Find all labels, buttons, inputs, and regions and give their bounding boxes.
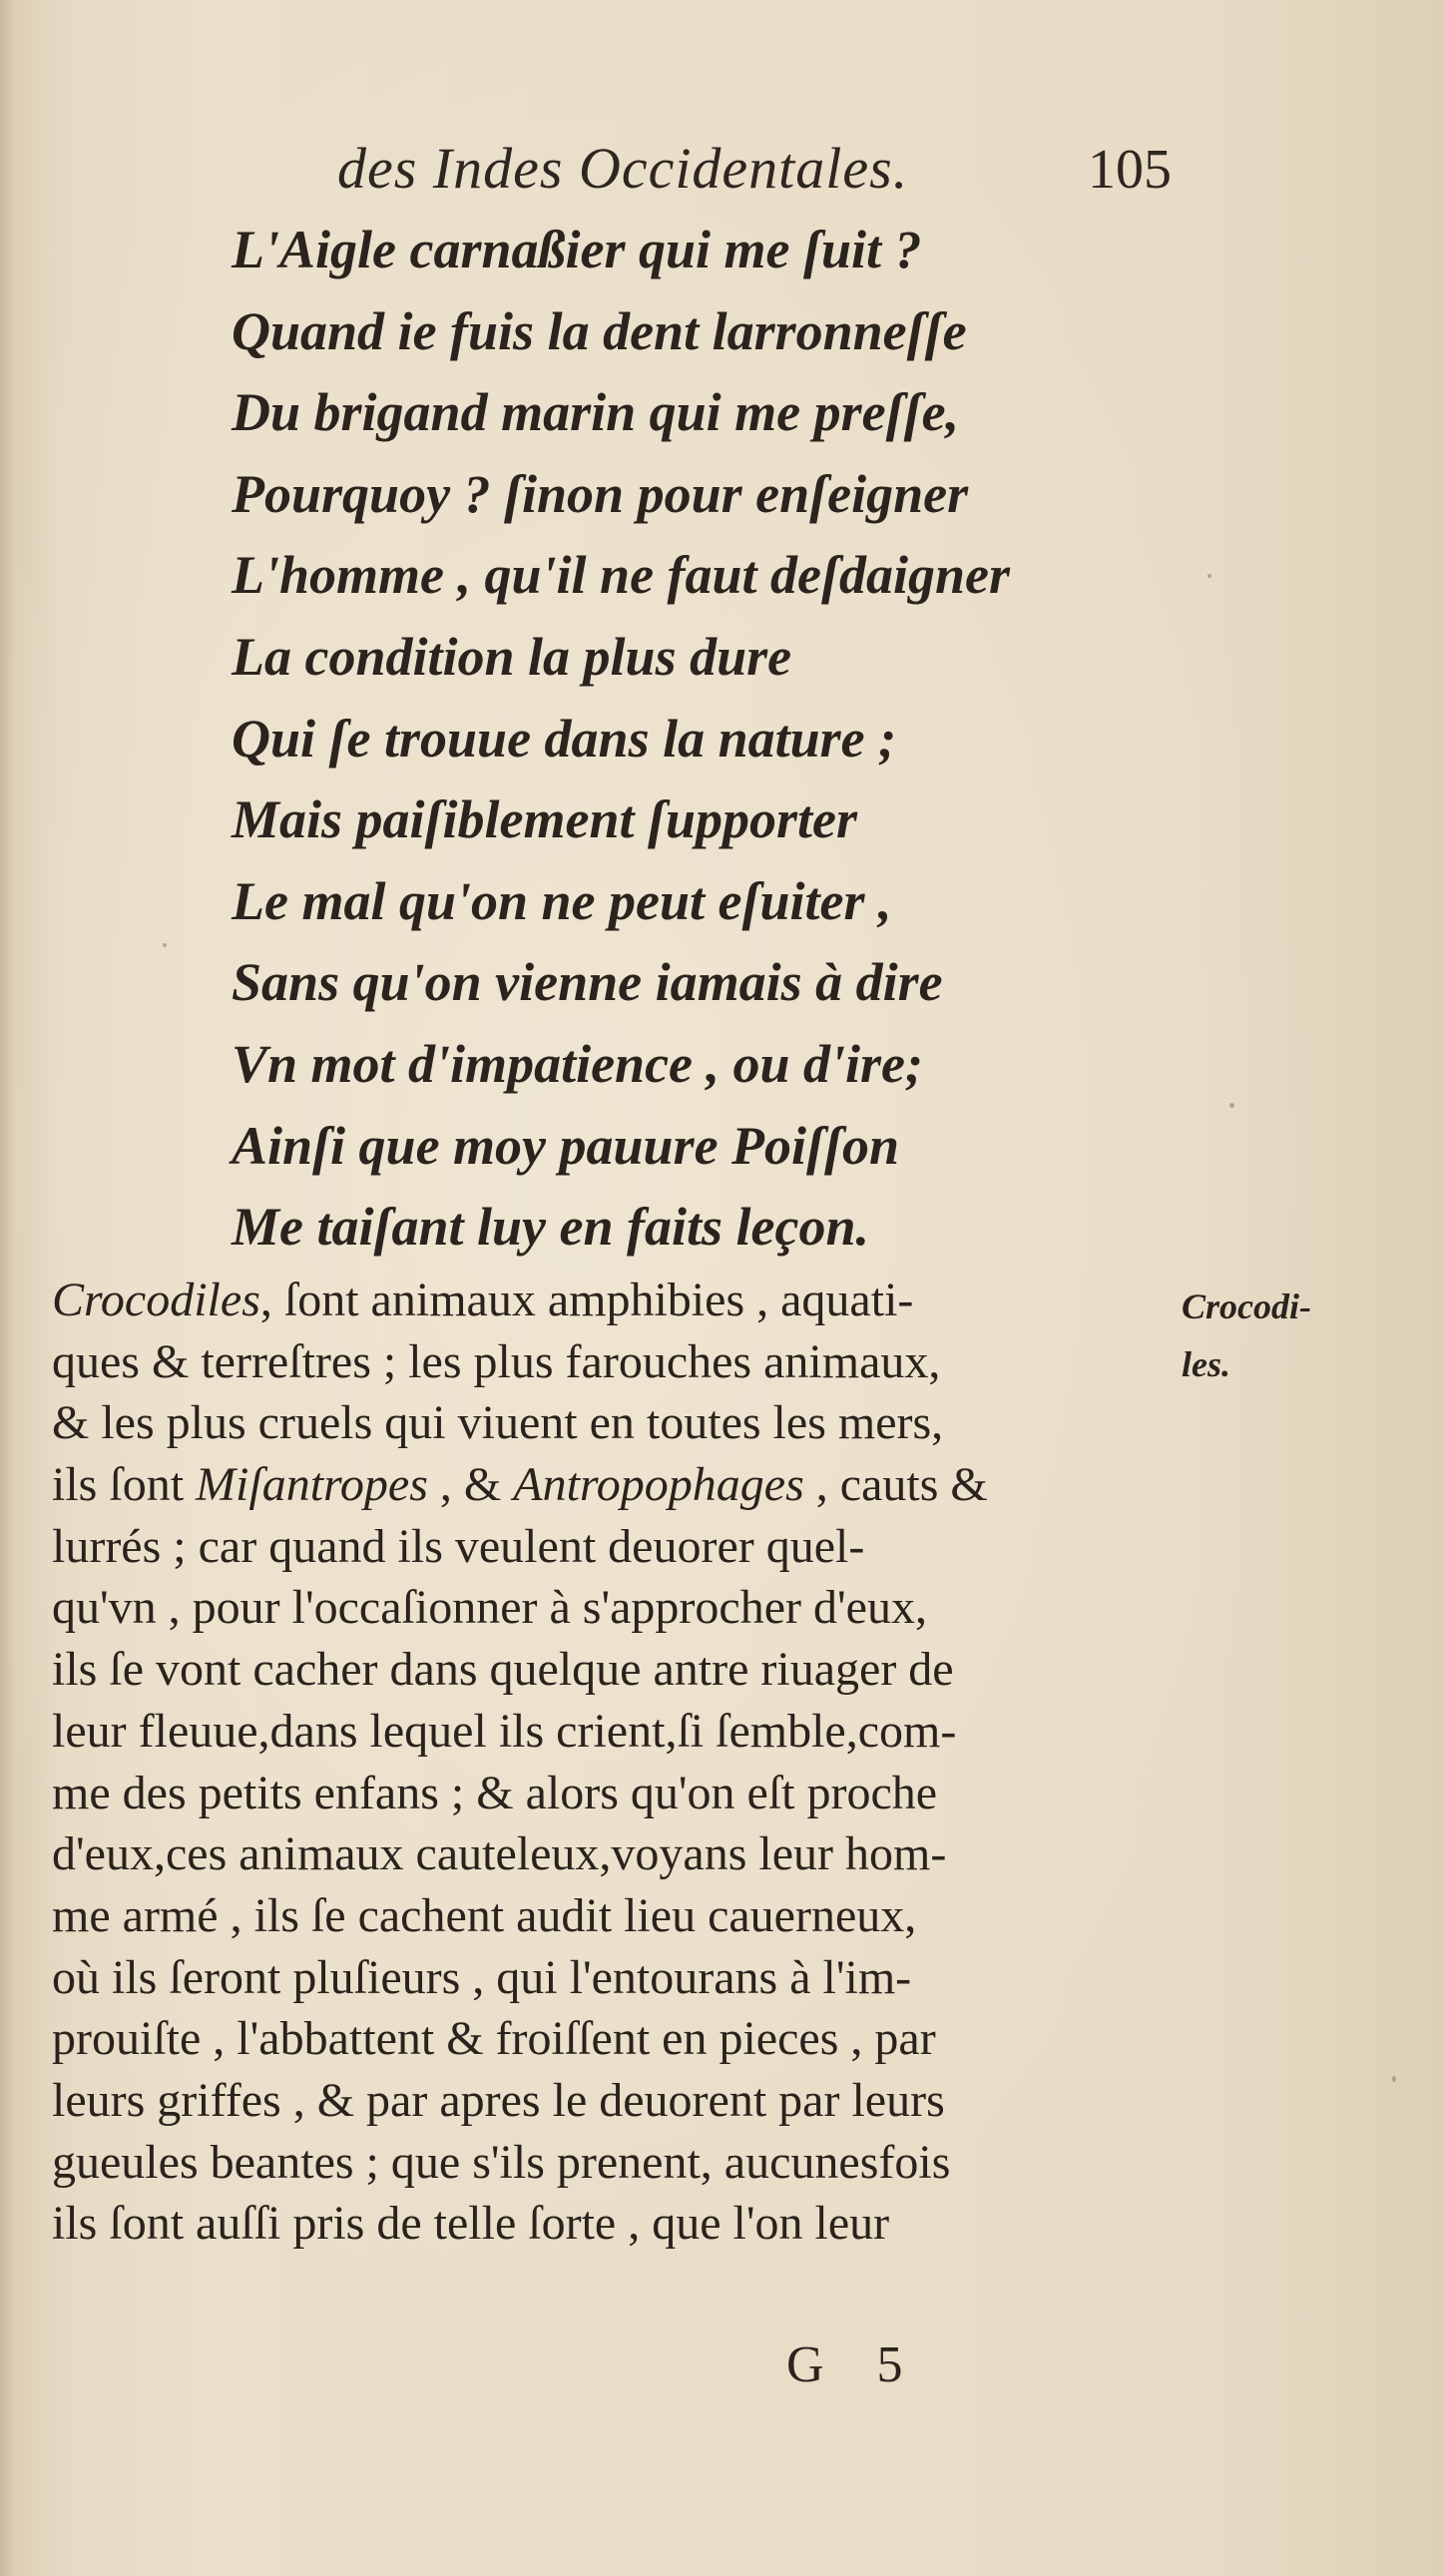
poem-line: L'homme , qu'il ne faut deſdaigner bbox=[232, 545, 1011, 606]
poem-line: Mais paiſiblement ſupporter bbox=[232, 789, 858, 850]
prose-text: & les plus cruels qui viuent en toutes les mers, bbox=[52, 1396, 944, 1450]
prose-text: gueules beantes ; que s'ils prenent, aucunesfois bbox=[52, 2135, 951, 2189]
prose-text: qu'vn , pour l'occaſionner à s'approcher d'eux, bbox=[52, 1581, 927, 1635]
prose-line bbox=[52, 2132, 1178, 2194]
poem-line: La condition la plus dure bbox=[232, 626, 792, 687]
signature-mark: G 5 bbox=[786, 2336, 923, 2393]
prose-line bbox=[52, 2008, 1178, 2070]
prose-text: me armé , ils ſe cachent audit lieu cauerneux, bbox=[52, 1888, 917, 1942]
paper-speck bbox=[1392, 2076, 1396, 2082]
prose-italic-term: Miſantropes bbox=[196, 1458, 428, 1512]
prose-line bbox=[52, 1763, 1178, 1824]
paper-speck bbox=[1207, 574, 1211, 578]
prose-text: ques & terreſtres ; les plus farouches animaux, bbox=[52, 1334, 941, 1388]
running-head: des Indes Occidentales. bbox=[337, 136, 909, 201]
prose-line bbox=[52, 1270, 1178, 1331]
poem-line: Sans qu'on vienne iamais à dire bbox=[232, 952, 943, 1013]
poem-line: Me taiſant luy en faits leçon. bbox=[232, 1197, 869, 1258]
page-gutter-shadow bbox=[0, 0, 14, 2576]
prose-italic-term: Antropophages bbox=[513, 1458, 804, 1512]
paper-speck bbox=[163, 943, 167, 947]
prose-text: prouiſte , l'abbattent & froiſſent en pieces , par bbox=[52, 2012, 936, 2066]
prose-text: leurs griffes , & par apres le deuorent par leurs bbox=[52, 2073, 945, 2127]
prose-italic-term: Crocodiles bbox=[52, 1274, 260, 1326]
prose-line bbox=[52, 1639, 1178, 1701]
prose-line bbox=[52, 1701, 1178, 1763]
margin-note bbox=[1182, 1278, 1311, 1393]
prose-line bbox=[52, 1823, 1178, 1885]
prose-paragraph bbox=[52, 1270, 1178, 2255]
poem-line: Le mal qu'on ne peut eſuiter , bbox=[232, 870, 892, 931]
poem-line: L'Aigle carnaßier qui me ſuit ? bbox=[232, 220, 922, 279]
page-number: 105 bbox=[1088, 139, 1172, 201]
prose-text: , cauts & bbox=[803, 1458, 988, 1512]
prose-line bbox=[52, 1331, 1178, 1393]
prose-text: d'eux,ces animaux cauteleux,voyans leur hom- bbox=[52, 1827, 947, 1881]
prose-text: , ſont animaux amphibies , aquati- bbox=[259, 1274, 914, 1326]
prose-line bbox=[52, 2193, 1178, 2255]
prose-text: ils ſe vont cacher dans quelque antre riuager de bbox=[52, 1643, 954, 1697]
poem-line: Vn mot d'impatience , ou d'ire; bbox=[232, 1033, 924, 1094]
margin-note-line: les. bbox=[1182, 1344, 1230, 1384]
prose-text: ils ſont auſſi pris de telle ſorte , que l'on leur bbox=[52, 2197, 890, 2251]
prose-text: leur fleuue,dans lequel ils crient,ſi ſemble,com- bbox=[52, 1704, 957, 1758]
prose-text: ils ſont bbox=[52, 1458, 197, 1512]
poem-line: Ainſi que moy pauure Poiſſon bbox=[232, 1115, 900, 1176]
prose-line bbox=[52, 1885, 1178, 1947]
poem-line: Qui ſe trouue dans la nature ; bbox=[232, 708, 897, 769]
prose-text: lurrés ; car quand ils veulent deuorer quel- bbox=[52, 1519, 865, 1573]
poem-line: Du brigand marin qui me preſſe, bbox=[232, 382, 960, 443]
prose-line bbox=[52, 1516, 1178, 1578]
poem-block bbox=[232, 210, 1180, 1269]
poem-line: Pourquoy ? ſinon pour enſeigner bbox=[232, 463, 969, 524]
prose-text: où ils ſeront pluſieurs , qui l'entourans à l'im- bbox=[52, 1950, 912, 2004]
poem-line: Quand ie fuis la dent larronneſſe bbox=[232, 300, 967, 361]
paper-speck bbox=[1229, 1103, 1234, 1108]
prose-line bbox=[52, 1454, 1178, 1516]
prose-line bbox=[52, 1577, 1178, 1639]
prose-line bbox=[52, 2070, 1178, 2132]
margin-note-line: Crocodi- bbox=[1182, 1287, 1311, 1326]
prose-text: me des petits enfans ; & alors qu'on eſt proche bbox=[52, 1766, 938, 1819]
prose-line bbox=[52, 1947, 1178, 2009]
prose-line bbox=[52, 1392, 1178, 1454]
prose-text: , & bbox=[427, 1458, 514, 1512]
